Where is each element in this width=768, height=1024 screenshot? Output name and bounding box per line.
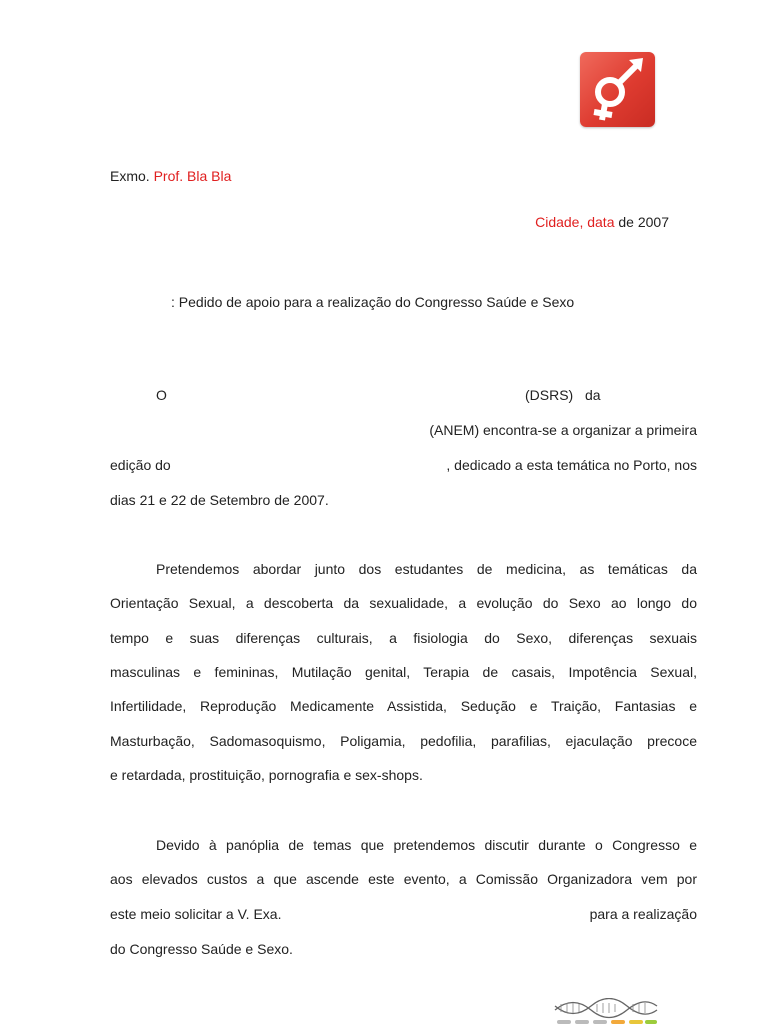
p1-line3-end: , dedicado a esta temática no Porto, nos xyxy=(446,457,697,473)
p1-line4: dias 21 e 22 de Setembro de 2007. xyxy=(110,492,329,508)
gender-symbol-icon xyxy=(580,52,655,127)
p2-line2: Orientação Sexual, a descoberta da sexualidade, a evolução do Sexo ao longo do xyxy=(110,595,697,611)
p1-line3-start: edição do xyxy=(110,457,171,473)
recipient-prefix: Exmo. xyxy=(110,168,150,184)
dateline xyxy=(535,214,669,230)
p3-line4: do Congresso Saúde e Sexo. xyxy=(110,941,293,957)
recipient-line xyxy=(110,168,231,184)
p3-line2: aos elevados custos a que ascende este evento, a Comissão Organizadora vem por xyxy=(110,871,697,887)
p2-line6: Masturbação, Sadomasoquismo, Poligamia, pedofilia, parafilias, ejaculação precoce xyxy=(110,733,697,749)
p1-line1-start: O xyxy=(156,387,167,403)
dateline-place-date: Cidade, data xyxy=(535,214,615,230)
p1-line1-dsrs: (DSRS) xyxy=(525,387,574,403)
dateline-year: de 2007 xyxy=(618,214,669,230)
p3-line1: Devido à panóplia de temas que pretendemos discutir durante o Congresso e xyxy=(156,837,697,853)
p2-line3: tempo e suas diferenças culturais, a fisiologia do Sexo, diferenças sexuais xyxy=(110,630,697,646)
p1-line1-end: da xyxy=(585,387,601,403)
p2-line4: masculinas e femininas, Mutilação genital, Terapia de casais, Impotência Sexual, xyxy=(110,664,697,680)
p2-line7: e retardada, prostituição, pornografia e sex-shops. xyxy=(110,767,423,783)
p1-line2: (ANEM) encontra-se a organizar a primeira xyxy=(429,422,697,438)
subject-line: : Pedido de apoio para a realização do Congresso Saúde e Sexo xyxy=(171,294,575,310)
p2-line5: Infertilidade, Reprodução Medicamente Assistida, Sedução e Traição, Fantasias e xyxy=(110,698,697,714)
p3-line3-end: para a realização xyxy=(589,906,697,922)
footer-logo xyxy=(553,998,658,1024)
dna-helix-icon xyxy=(553,998,658,1024)
p3-line3-start: este meio solicitar a V. Exa. xyxy=(110,906,282,922)
recipient-name: Prof. Bla Bla xyxy=(153,168,232,184)
gender-symbol-logo xyxy=(580,52,655,127)
p2-line1: Pretendemos abordar junto dos estudantes de medicina, as temáticas da xyxy=(156,561,697,577)
